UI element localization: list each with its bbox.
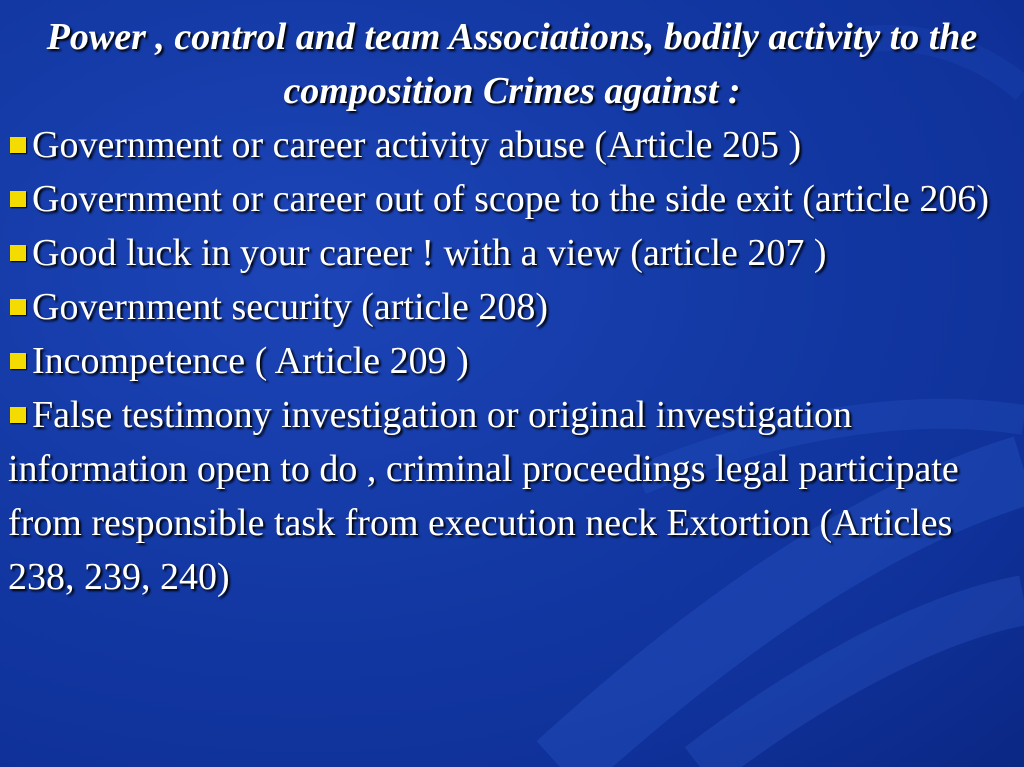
square-bullet-icon (10, 353, 26, 369)
square-bullet-icon (10, 191, 26, 207)
square-bullet-icon (10, 299, 26, 315)
bullet-item (8, 280, 1016, 334)
bullet-list (8, 118, 1016, 604)
bullet-text: Good luck in your career ! with a view (article 207 ) (32, 232, 827, 274)
square-bullet-icon (10, 137, 26, 153)
bullet-text: Government or career activity abuse (Article 205 ) (32, 124, 802, 166)
bullet-item (8, 118, 1016, 172)
slide-content (8, 10, 1016, 604)
bullet-text: Government or career out of scope to the side exit (article 206) (32, 178, 990, 220)
square-bullet-icon (10, 245, 26, 261)
bullet-item (8, 388, 1016, 604)
bullet-text: Government security (article 208) (32, 286, 548, 328)
bullet-item (8, 172, 1016, 226)
bullet-text: Incompetence ( Article 209 ) (32, 340, 469, 382)
bullet-text: False testimony investigation or original investigation information open to do , criminal proceedings legal participate from responsible task from execution neck Extortion (Articles 238, 239, 240) (8, 394, 959, 598)
bullet-item (8, 334, 1016, 388)
bullet-item (8, 226, 1016, 280)
slide-title: Power , control and team Associations, bodily activity to the composition Crimes against : (46, 16, 978, 112)
square-bullet-icon (10, 407, 26, 423)
